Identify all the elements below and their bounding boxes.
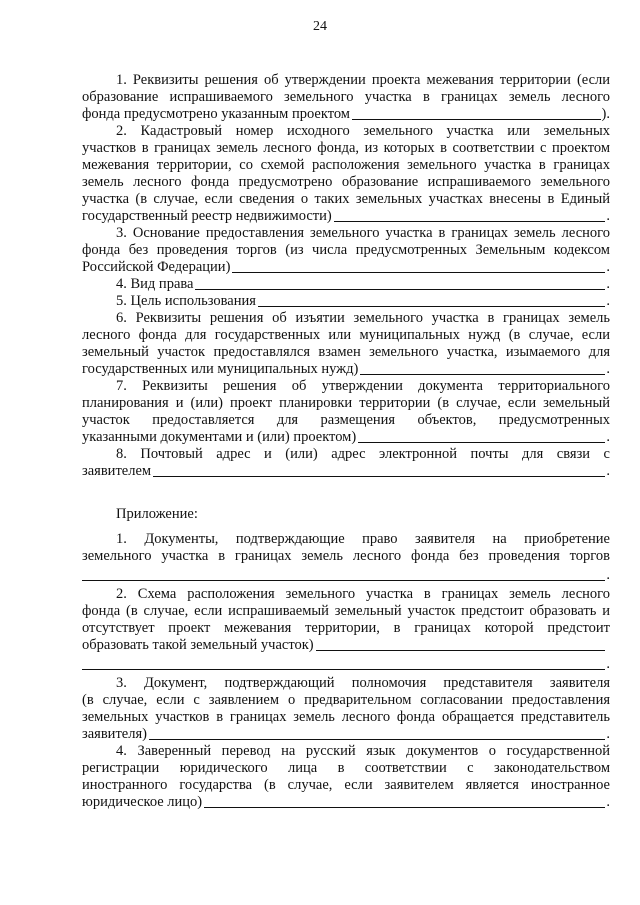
page-number: 24 [313,19,327,34]
appendix-1-end: . [606,567,610,583]
item-5-field-row [82,293,610,310]
appendix-2-line: отсутствует проект межевания территории, в границах которой предстоит [82,620,610,636]
appendix-2-end: . [606,656,610,672]
appendix-1 [82,531,610,584]
item-4-field-row [82,276,610,293]
item-3-line: 3. Основание предоставления земельного участка в границах земель лесного [116,225,610,241]
item-1-line: образование испрашиваемого земельного участка в границах земель лесного [82,89,610,105]
item-8 [82,446,610,480]
appendix-4-blank-field[interactable] [204,794,605,808]
form-content [82,72,610,811]
item-8-end: . [606,463,610,479]
appendix-3 [82,675,610,743]
item-8-blank-field[interactable] [153,463,605,477]
item-2-line: участков в границах земель лесного фонда, из которых в соответствии с проектом [82,140,610,156]
item-1-end: ). [601,106,610,122]
item-5-blank-field[interactable] [258,293,605,307]
item-5-label: 5. Цель использования [116,293,256,309]
item-2-blank-field[interactable] [334,208,606,222]
appendix-4 [82,743,610,811]
item-2-field-row [82,208,610,225]
appendix-2-line: фонда (в случае, если испрашиваемый земельный участок предстоит образовать и [82,603,610,619]
appendix-4-end: . [606,794,610,810]
item-1-blank-field[interactable] [352,106,601,120]
item-2-end: . [606,208,610,224]
item-6-line: земельный участок предоставлялся взамен земельного участка, изымаемого для [82,344,610,360]
appendix-1-field-row [82,565,610,584]
appendix-1-line: земельного участка в границах земель лесного фонда без проведения торгов [82,548,610,564]
appendix-3-line: 3. Документ, подтверждающий полномочия представителя заявителя [116,675,610,691]
appendix-2 [82,586,610,673]
item-6-field-row [82,361,610,378]
item-4-label: 4. Вид права [116,276,194,292]
item-7-label: указанными документами и (или) проектом) [82,429,357,445]
appendix-4-line: 4. Заверенный перевод на русский язык документов о государственной [116,743,610,759]
appendix-4-label: юридическое лицо) [82,794,203,810]
appendix-1-blank-field[interactable] [82,567,605,581]
item-6-blank-field[interactable] [360,361,605,375]
item-7-field-row [82,429,610,446]
appendix-3-end: . [606,726,610,742]
item-6-line: 6. Реквизиты решения об изъятии земельного участка в границах земель [116,310,610,326]
item-7-blank-field[interactable] [358,429,605,443]
item-3-end: . [606,259,610,275]
item-4-end: . [606,276,610,292]
item-3 [82,225,610,276]
appendix-heading: Приложение: [116,506,198,522]
appendix-2-blank-field-2[interactable] [82,656,605,670]
spacer [82,523,610,531]
item-6-label: государственных или муниципальных нужд) [82,361,359,377]
item-8-label: заявителем [82,463,152,479]
item-2-line: земель лесного фонда предусмотрено образование испрашиваемого земельного [82,174,610,190]
item-6-line: лесного фонда для государственных или муниципальных нужд (в случае, если [82,327,610,343]
item-2-label: государственный реестр недвижимости) [82,208,332,224]
item-3-field-row [82,259,610,276]
appendix-3-label: заявителя) [82,726,147,742]
item-3-label: Российской Федерации) [82,259,231,275]
item-4-blank-field[interactable] [195,276,605,290]
appendix-2-line: 2. Схема расположения земельного участка в границах земель лесного [116,586,610,602]
item-6-end: . [606,361,610,377]
appendix-3-line: (в случае, если с заявлением о предварительном согласовании предоставления [82,692,610,708]
item-1 [82,72,610,123]
item-2-line: межевания территории, со схемой расположения земельного участка в границах [82,157,610,173]
item-1-field-row [82,106,610,123]
appendix-3-blank-field[interactable] [149,726,605,740]
appendix-4-line: регистрации юридического лица в соответствии с законодательством [82,760,610,776]
item-3-blank-field[interactable] [232,259,605,273]
item-8-line: 8. Почтовый адрес и (или) адрес электронной почты для связи с [116,446,610,462]
appendix-3-field-row [82,726,610,743]
item-7-line: участок предоставляется для размещения объектов, предусмотренных [82,412,610,428]
item-1-label: фонда предусмотрено указанным проектом [82,106,350,122]
item-5-end: . [606,293,610,309]
item-7-line: 7. Реквизиты решения об утверждении документа территориального [116,378,610,394]
item-7-line: планирования и (или) проект планировки территории (в случае, если земельный [82,395,610,411]
item-2-line: участка (в случае, если сведения о таких земельных участках внесены в Единый [82,191,610,207]
item-2-line: 2. Кадастровый номер исходного земельного участка или земельных [116,123,610,139]
item-7-end: . [606,429,610,445]
item-6 [82,310,610,378]
item-1-line: 1. Реквизиты решения об утверждении проекта межевания территории (если [116,72,610,88]
appendix-4-field-row [82,794,610,811]
item-8-field-row [82,463,610,480]
appendix-3-line: земельных участков в границах земель лесного фонда обращается представитель [82,709,610,725]
item-2 [82,123,610,225]
appendix-2-field-row-2 [82,654,610,673]
appendix-2-blank-field[interactable] [316,637,605,651]
item-3-line: фонда без проведения торгов (из числа предусмотренных Земельным кодексом [82,242,610,258]
item-7 [82,378,610,446]
appendix-4-line: иностранного государства (в случае, если заявителем является иностранное [82,777,610,793]
spacer [82,480,610,506]
appendix-2-field-row [82,637,610,654]
appendix-1-line: 1. Документы, подтверждающие право заявителя на приобретение [116,531,610,547]
appendix-2-label: образовать такой земельный участок) [82,637,314,653]
